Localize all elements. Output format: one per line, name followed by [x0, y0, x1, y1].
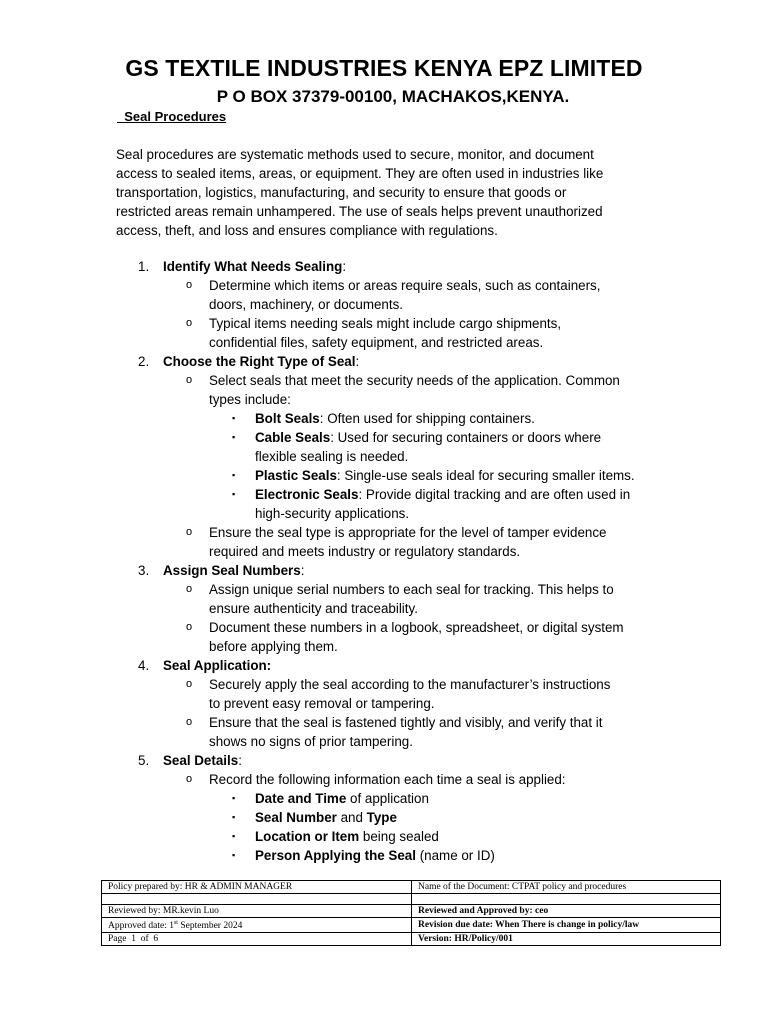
square-bullet-icon: ▪ — [232, 850, 236, 860]
square-bullet-icon: ▪ — [232, 432, 236, 442]
circle-bullet-icon: o — [186, 526, 193, 538]
circle-bullet-icon: o — [186, 583, 193, 595]
approved-by-cell: Reviewed and Approved by: ceo — [412, 905, 721, 918]
step-number: 1. — [138, 259, 150, 274]
step-title: Assign Seal Numbers — [163, 563, 301, 578]
square-bullet-icon: ▪ — [232, 812, 236, 822]
step-number: 4. — [138, 658, 150, 673]
step-title: Choose the Right Type of Seal — [163, 354, 356, 369]
circle-bullet-icon: o — [186, 317, 193, 329]
version-cell: Version: HR/Policy/001 — [412, 933, 721, 946]
intro-paragraph — [116, 145, 636, 240]
square-bullet-icon: ▪ — [232, 831, 236, 841]
intro-line: access to sealed items, areas, or equipment. They are often used in industries like — [116, 166, 604, 181]
step-title: Seal Application: — [163, 658, 272, 673]
step-number: 5. — [138, 753, 150, 768]
table-row — [102, 918, 721, 933]
table-row — [102, 905, 721, 918]
circle-bullet-icon: o — [186, 374, 193, 386]
intro-line: transportation, logistics, manufacturing, and security to ensure that goods or — [116, 185, 567, 200]
circle-bullet-icon: o — [186, 678, 193, 690]
circle-bullet-icon: o — [186, 773, 193, 785]
table-row — [102, 933, 721, 946]
square-bullet-icon: ▪ — [232, 793, 236, 803]
circle-bullet-icon: o — [186, 621, 193, 633]
company-address: P O BOX 37379-00100, MACHAKOS,KENYA. — [216, 87, 570, 106]
intro-line: access, theft, and loss and ensures compliance with regulations. — [116, 223, 498, 238]
page-number-cell: Page 1 of 6 — [102, 933, 412, 946]
reviewed-by-cell: Reviewed by: MR.kevin Luo — [102, 905, 412, 918]
prepared-by-cell: Policy prepared by: HR & ADMIN MANAGER — [102, 881, 412, 894]
step-number: 2. — [138, 354, 150, 369]
company-title: GS TEXTILE INDUSTRIES KENYA EPZ LIMITED — [125, 55, 643, 81]
square-bullet-icon: ▪ — [232, 413, 236, 423]
step-number: 3. — [138, 563, 150, 578]
revision-due-cell: Revision due date: When There is change in policy/law — [412, 918, 721, 933]
step-title: Seal Details — [163, 753, 239, 768]
square-bullet-icon: ▪ — [232, 470, 236, 480]
circle-bullet-icon: o — [186, 279, 193, 291]
table-row-empty — [102, 894, 721, 905]
document-control-table — [101, 880, 721, 946]
approved-date-cell: Approved date: 1st September 2024 — [102, 918, 412, 933]
circle-bullet-icon: o — [186, 716, 193, 728]
document-name-cell: Name of the Document: CTPAT policy and procedures — [412, 881, 721, 894]
step-title: Identify What Needs Sealing — [163, 259, 343, 274]
square-bullet-icon: ▪ — [232, 489, 236, 499]
section-heading: Seal Procedures — [124, 109, 227, 124]
intro-line: Seal procedures are systematic methods used to secure, monitor, and document — [116, 147, 594, 162]
table-row — [102, 881, 721, 894]
intro-line: restricted areas remain unhampered. The use of seals helps prevent unauthorized — [116, 204, 603, 219]
document-page: GS TEXTILE INDUSTRIES KENYA EPZ LIMITED P O BOX 37379-00100, MACHAKOS,KENYA. Seal Procedures Seal procedures are systematic methods used to secure, monitor, and document access to sealed items, areas, or equipment. They are often used in industries like transportation, logistics, manufacturing, and security to ensure that goods or restricted areas remain unhampered. The use of seals helps prevent unauthorized access, theft, and loss and ensures compliance with regulations. 1. Identify What Needs Sealing: o Determine which items or areas require seals, such as containers, doors, machinery, or documents. o Typical items needing seals might include cargo shipments, confidential files, safety equipment, and restricted areas. 2. Choose the Right Type of Seal: o Select seals that meet the security needs of the application. Common types include: ▪ Bolt Seals: Often used for shipping containers. ▪ Cable Seals: Used for securing containers or doors where flexible sealing is needed. ▪ Plastic Seals: Single-use seals ideal for securing smaller items. ▪ Electronic Seals: Provide digital tracking and are often used in high-security applications. o Ensure the seal type is appropriate for the level of tamper evidence required and meets industry or regulatory standards. 3. Assign Seal Numbers: o Assign unique serial numbers to each seal for tracking. This helps to ensure authenticity and traceability. o Document these numbers in a logbook, spreadsheet, or digital system before applying them. 4. Seal Application: o Securely apply the seal according to the manufacturer’s instructions to prevent easy removal or tampering. o Ensure that the seal is fastened tightly and visibly, and verify that it shows no signs of prior tampering. 5. Seal Details: o Record the following information each time a seal is applied: ▪ Date and Time of application ▪ Seal Number and Type ▪ Location or Item being sealed ▪ Person Applying the Seal (name or ID) Policy prepared by: HR & ADMIN MANAGER Name of the Document: CTPAT policy and procedures Reviewed by: MR.kevin Luo Reviewed and Approved by: ceo Approved date: 1st September 2024 Revision due date: When There is change in policy/law Page 1 of 6 Version: HR/Policy/001 — [0, 0, 768, 1024]
